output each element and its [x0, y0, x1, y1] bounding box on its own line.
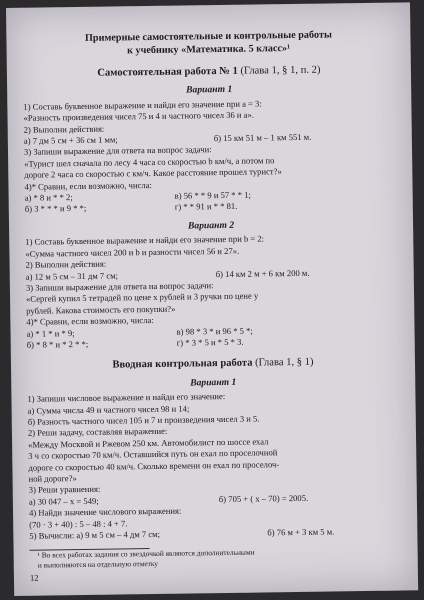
task-line: «Сергей купил 5 тетрадей по цене x рублей и 3 ручки по цене y	[25, 290, 259, 305]
task-line: 2) Выполни действия:	[23, 123, 105, 135]
task-item: б) 3 * * * и 9 * *;	[24, 203, 87, 215]
task-line: 4)* Сравни, если возможно, числа:	[24, 179, 152, 192]
task-line: ной дороге?»	[28, 473, 77, 484]
task-line: 3) Запиши выражение для ответа на вопрос задачи:	[23, 144, 212, 158]
section-heading	[23, 64, 395, 81]
task-line: а) Сумма числа 49 и частного чисел 98 и 14;	[27, 403, 190, 416]
task-line: 1) Составь буквенное выражение и найди его значение при a = 3:	[23, 98, 262, 112]
task-item: б) 76 м + 3 км 5 м.	[267, 526, 335, 538]
variant-title: Вариант 1	[190, 376, 237, 389]
task-item: а) * 1 * и * 9;	[26, 327, 75, 339]
footnote-line: и выполняются на отдельную отметку	[37, 558, 159, 570]
section-heading-text: Самостоятельная работа № 1	[97, 65, 238, 79]
task-line: 4) Найди значение числового выражения:	[28, 505, 182, 518]
task-item: г) * * 91 и * * 81.	[174, 201, 238, 213]
task-line: б) Разность частного чисел 105 и 7 и произведения чисел 3 и 5.	[27, 413, 260, 427]
page-content	[22, 15, 402, 584]
task-item: а) 12 м 5 см – 31 дм 7 см;	[25, 269, 119, 282]
task-item: в) 56 * * 9 и 57 * * 1;	[174, 189, 251, 201]
task-line: «Разность произведения чисел 75 и 4 и частного чисел 36 и a».	[23, 109, 254, 123]
task-line: дороге со скоростью 40 км/ч. Сколько времени он ехал по проселоч-	[28, 458, 280, 473]
variant-title: Вариант 1	[186, 84, 233, 96]
task-line: 3) Запиши выражение для ответа на вопрос задачи:	[25, 280, 214, 293]
book-page	[6, 2, 418, 596]
task-item: а) 7 дм 5 см + 36 см 1 мм;	[23, 134, 118, 146]
task-line: «Между Москвой и Ржевом 250 км. Автомобилист по шоссе ехал	[28, 436, 269, 450]
task-item: 5) Вычисли: а) 9 м 5 см – 4 дм 7 см;	[29, 528, 161, 541]
task-line: 3) Реши уравнения:	[28, 484, 101, 496]
task-item: б) 14 км 2 м + 6 км 200 м.	[215, 267, 310, 279]
task-line: 1) Составь буквенное выражение и найди его значение при b = 2:	[25, 233, 265, 248]
task-item: а) * 8 и * * 2;	[24, 192, 73, 203]
section-heading-ref: (Глава 1, § 1)	[255, 357, 314, 369]
title-line: к учебнику «Математика. 5 класс»¹	[127, 42, 291, 56]
task-line: 3 ч со скоростью 70 км/ч. Оставшийся путь он ехал по проселочной	[28, 447, 278, 461]
task-line: «Турист шел сначала по лесу 4 часа со скоростью b км/ч, а потом по	[24, 155, 275, 169]
task-item: б) 705 + ( x – 70) = 2005.	[218, 492, 309, 504]
task-item: б) * 8 * и * 2 * *;	[26, 338, 89, 350]
task-line: рублей. Какова стоимость его покупки?»	[26, 303, 176, 316]
title-line: Примерные самостоятельные и контрольные работы	[84, 29, 332, 44]
section-heading-text: Вводная контрольная работа	[112, 357, 253, 371]
task-line: 2) Выполни действия:	[25, 258, 107, 270]
task-line: 2) Реши задачу, составляя выражение:	[27, 426, 168, 439]
footnote	[30, 546, 402, 570]
variant-title: Вариант 2	[187, 219, 235, 232]
footnote-line: ¹ Во всех работах задания со звездочкой являются дополнительными	[37, 548, 255, 561]
page-number: 12	[29, 572, 39, 583]
task-line: «Сумма частного чисел 200 и b и разности чисел 56 и 27».	[25, 245, 240, 259]
task-line: (70 · 3 + 40) : 5 – 48 : 4 + 7.	[29, 517, 128, 530]
task-item: г) * 3 * 5 и * 5 * 3.	[176, 336, 244, 348]
section-heading	[27, 356, 399, 373]
task-item: б) 15 км 51 м – 1 км 551 м.	[213, 131, 312, 144]
section-heading-ref: (Глава 1, § 1, п. 2)	[240, 64, 321, 77]
task-item: а) 30 047 – x = 549;	[28, 495, 99, 507]
task-line: 1) Запиши числовое выражение и найди его значение:	[27, 391, 226, 404]
document-title	[22, 29, 394, 59]
task-line: 4)* Сравни, если возможно, числа:	[26, 315, 154, 327]
task-item: в) 98 * 3 * и 96 * 5 *;	[176, 325, 253, 337]
task-line: дороге 2 часа со скоростью c км/ч. Какое расстояние прошел турист?»	[24, 166, 282, 181]
